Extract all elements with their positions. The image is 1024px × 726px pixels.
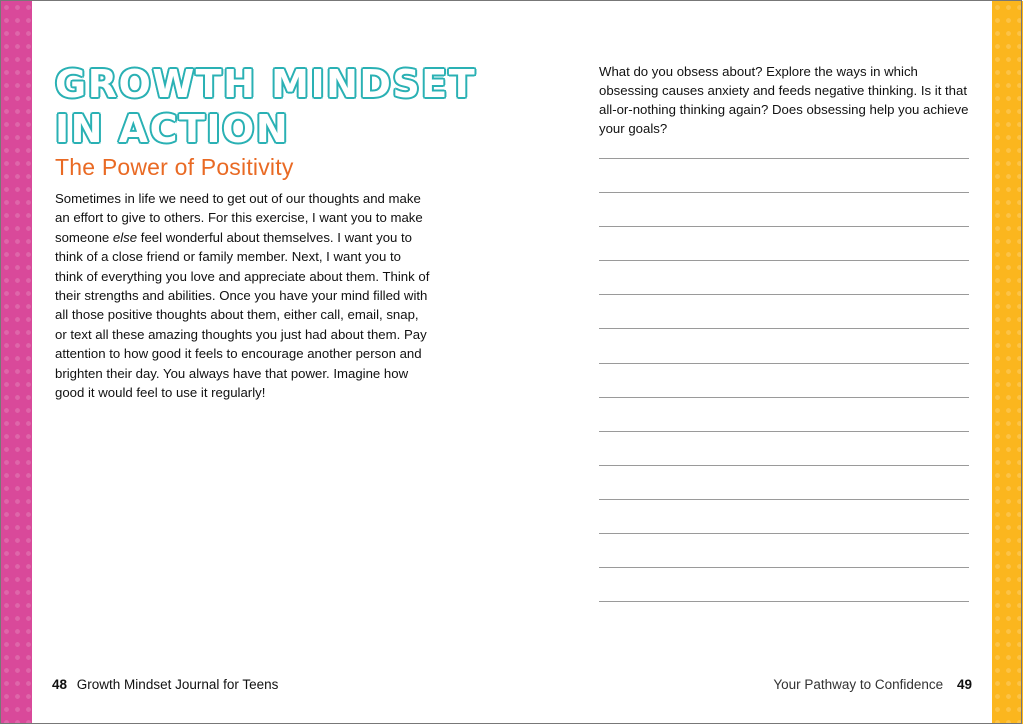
writing-line <box>599 499 969 533</box>
heading-line-2: IN ACTION <box>55 107 290 151</box>
writing-line <box>599 158 969 192</box>
body-text-part-1: Sometimes in life we need to get out of our thoughts and make an effort to give to others. For this exercise, I want you to make someone <box>55 191 423 245</box>
writing-line <box>599 363 969 397</box>
writing-line <box>599 192 969 226</box>
writing-line <box>599 260 969 294</box>
right-page-footer <box>773 677 972 692</box>
section-heading <box>55 62 476 152</box>
writing-line <box>599 567 969 601</box>
writing-line <box>599 294 969 328</box>
writing-lines <box>599 158 969 635</box>
right-decorative-strip <box>992 1 1023 724</box>
writing-line <box>599 397 969 431</box>
exercise-title: The Power of Positivity <box>55 154 294 180</box>
writing-line <box>599 601 969 635</box>
left-page-footer <box>52 677 278 692</box>
exercise-body <box>55 189 430 402</box>
heading-line-1: GROWTH MINDSET <box>55 62 477 106</box>
right-page-number: 49 <box>956 677 972 692</box>
right-running-title: Your Pathway to Confidence <box>773 677 944 692</box>
body-text-emphasis: else <box>112 229 138 245</box>
writing-line <box>599 328 969 362</box>
journal-prompt: What do you obsess about? Explore the ways in which obsessing causes anxiety and feeds negative thinking. Is it that all-or-nothing thinking again? Does obsessing help you achieve your goals? <box>599 64 969 136</box>
left-page-number: 48 <box>52 677 68 692</box>
body-text-part-2: feel wonderful about themselves. I want you to think of a close friend or family member. Next, I want you to think of everything you love and appreciate about them. Think of their strengths and abilities. Once you have your mind filled with all those positive thoughts about them, either call, email, snap, or text all these amazing thoughts you just had about them. Pay attention to how good it feels to encourage another person and brighten their day. You always have that power. Imagine how good it would feel to use it regularly! <box>55 229 430 401</box>
writing-line <box>599 226 969 260</box>
writing-line <box>599 533 969 567</box>
writing-line <box>599 465 969 499</box>
left-decorative-strip <box>1 1 32 724</box>
writing-line <box>599 431 969 465</box>
left-running-title: Growth Mindset Journal for Teens <box>76 677 279 692</box>
